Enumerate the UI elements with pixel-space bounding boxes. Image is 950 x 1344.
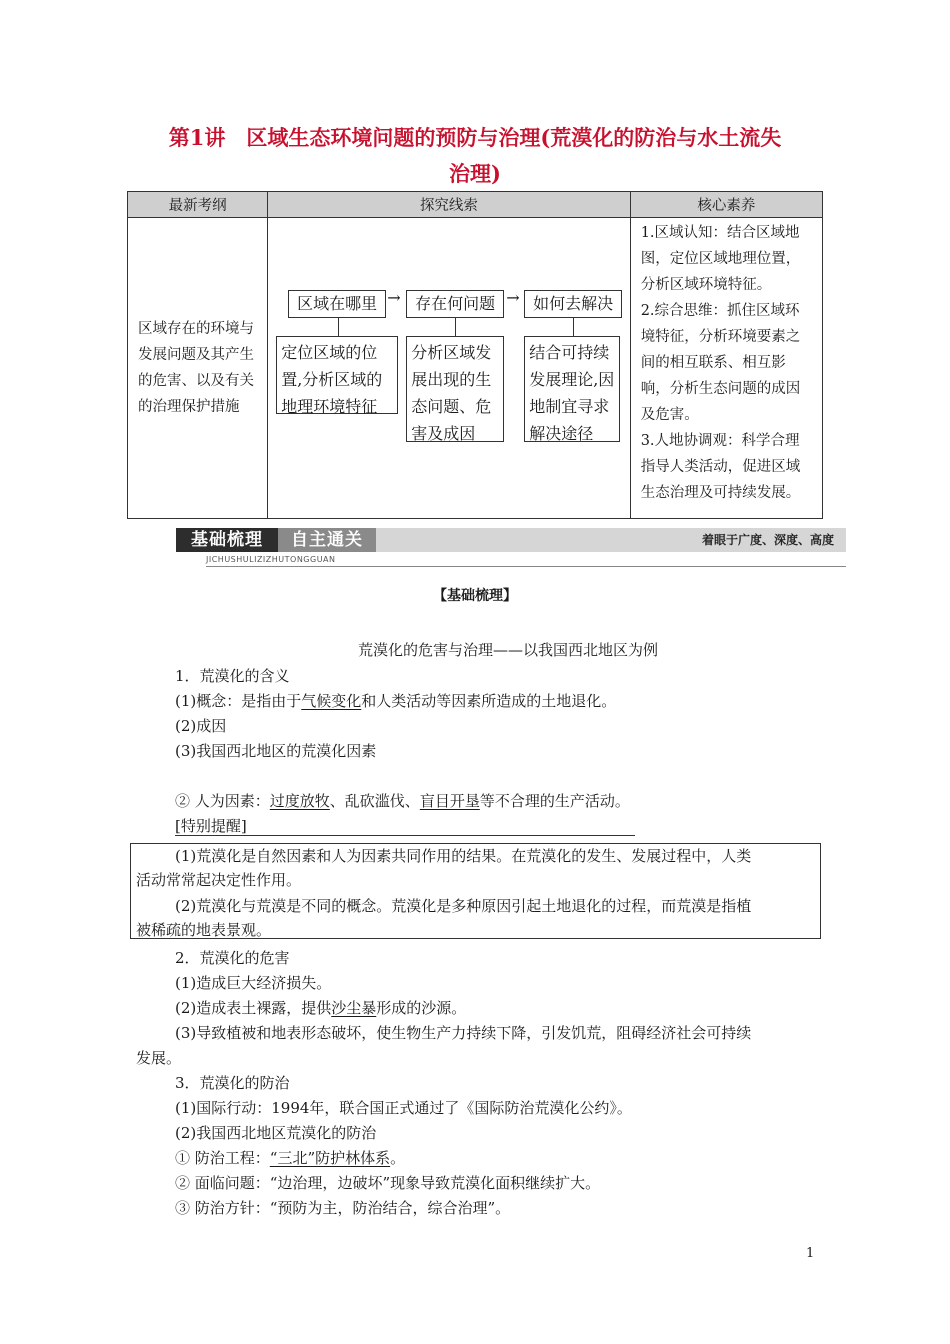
harm-3-line-2: 发展。 <box>136 1049 182 1067</box>
text: (2)造成表土裸露，提供 <box>175 999 332 1017</box>
competency-item: 2.综合思维：抓住区域环境特征，分析环境要素之间的相互联系、相互影响，分析生态问题的成因及危害。 <box>640 303 801 423</box>
heading-meaning: 1．荒漠化的含义 <box>175 667 290 685</box>
blank-shelterbelt: “三北”防护林体系 <box>269 1149 391 1167</box>
text: 。 <box>390 1149 406 1167</box>
text: ① 防治工程： <box>175 1149 270 1167</box>
prevention-international: (1)国际行动：1994年，联合国正式通过了《国际防治荒漠化公约》。 <box>175 1099 632 1117</box>
cause-line: (2)成因 <box>175 717 227 735</box>
note-2-line-2: 被稀疏的地表景观。 <box>136 921 272 939</box>
competency-item: 1.区域认知：结合区域地图，定位区域地理位置，分析区域环境特征。 <box>640 225 801 293</box>
blank-sandstorm: 沙尘暴 <box>331 999 377 1017</box>
flow-arrow-1: → <box>387 288 401 307</box>
section-banner <box>176 528 846 564</box>
outline-body-row <box>128 218 823 519</box>
competency-item: 3.人地协调观：科学合理指导人类活动，促进区域生态治理及可持续发展。 <box>640 433 801 501</box>
header-syllabus: 最新考纲 <box>128 192 268 218</box>
page-title <box>120 120 830 192</box>
human-factors-line <box>175 790 630 812</box>
flow-diagram <box>268 218 630 518</box>
flow-desc-solve: 结合可持续发展理论,因地制宜寻求解决途径 <box>524 336 620 442</box>
text: ② 人为因素： <box>175 792 270 810</box>
outline-header-row <box>128 192 823 218</box>
harm-3-line-1: (3)导致植被和地表形态破坏，使生物生产力持续下降，引发饥荒，阻碍经济社会可持续 <box>175 1024 752 1042</box>
text: 、乱砍滥伐、 <box>329 792 420 810</box>
text: (1)概念：是指由于 <box>175 692 302 710</box>
note-divider <box>175 835 635 836</box>
syllabus-cell: 区域存在的环境与发展问题及其产生的危害、以及有关的治理保护措施 <box>128 218 268 519</box>
title-line-1: 第1讲 区域生态环境问题的预防与治理(荒漠化的防治与水土流失 <box>168 125 782 150</box>
flow-connector-3 <box>573 318 574 336</box>
banner-subtitle: 自主通关 <box>278 528 376 552</box>
topic-subtitle: 荒漠化的危害与治理——以我国西北地区为例 <box>357 641 658 659</box>
clues-cell <box>268 218 631 519</box>
note-1-line-1: (1)荒漠化是自然因素和人为因素共同作用的结果。在荒漠化的发生、发展过程中，人类 <box>175 847 752 865</box>
flow-arrow-2: → <box>506 288 520 307</box>
banner-title: 基础梳理 <box>176 528 278 552</box>
title-line-2: 治理) <box>449 161 501 186</box>
banner-underline <box>206 566 846 567</box>
concept-line <box>175 690 616 712</box>
banner-tagline: 着眼于广度、深度、高度 <box>701 533 834 547</box>
section-heading: 【基础梳理】 <box>433 588 517 604</box>
note-2-line-1: (2)荒漠化与荒漠是不同的概念。荒漠化是多种原因引起土地退化的过程，而荒漠是指植 <box>175 897 752 915</box>
harm-1: (1)造成巨大经济损失。 <box>175 974 332 992</box>
note-label: [特别提醒] <box>175 817 247 835</box>
header-competency: 核心素养 <box>630 192 822 218</box>
blank-reclamation: 盲目开垦 <box>419 792 480 810</box>
heading-prevention: 3．荒漠化的防治 <box>175 1074 290 1092</box>
flow-desc-where: 定位区域的位置,分析区域的地理环境特征 <box>276 336 398 414</box>
flow-connector-2 <box>455 318 456 336</box>
outline-table <box>127 191 823 519</box>
flow-connector-1 <box>338 318 339 336</box>
flow-label-solve: 如何去解决 <box>524 290 622 318</box>
banner-pinyin: JICHUSHULIZIZHUTONGGUAN <box>206 555 336 564</box>
prevention-project <box>175 1147 405 1169</box>
note-1-line-2: 活动常常起决定性作用。 <box>136 871 302 889</box>
text: 形成的沙源。 <box>376 999 467 1017</box>
prevention-problem: ② 面临问题：“边治理，边破坏”现象导致荒漠化面积继续扩大。 <box>175 1174 601 1192</box>
prevention-policy: ③ 防治方针：“预防为主，防治结合，综合治理”。 <box>175 1199 511 1217</box>
flow-desc-problem: 分析区域发展出现的生态问题、危害及成因 <box>406 336 504 442</box>
text: 和人类活动等因素所造成的土地退化。 <box>361 692 617 710</box>
flow-label-where: 区域在哪里 <box>288 290 386 318</box>
northwest-factors-line: (3)我国西北地区的荒漠化因素 <box>175 742 377 760</box>
flow-label-problem: 存在何问题 <box>406 290 504 318</box>
heading-harm: 2．荒漠化的危害 <box>175 949 290 967</box>
competency-cell <box>630 218 822 519</box>
prevention-northwest: (2)我国西北地区荒漠化的防治 <box>175 1124 377 1142</box>
text: 等不合理的生产活动。 <box>479 792 630 810</box>
header-clues: 探究线索 <box>268 192 631 218</box>
blank-climate-change: 气候变化 <box>301 692 362 710</box>
harm-2 <box>175 997 466 1019</box>
page-number: 1 <box>806 1246 815 1261</box>
blank-overgrazing: 过度放牧 <box>269 792 330 810</box>
